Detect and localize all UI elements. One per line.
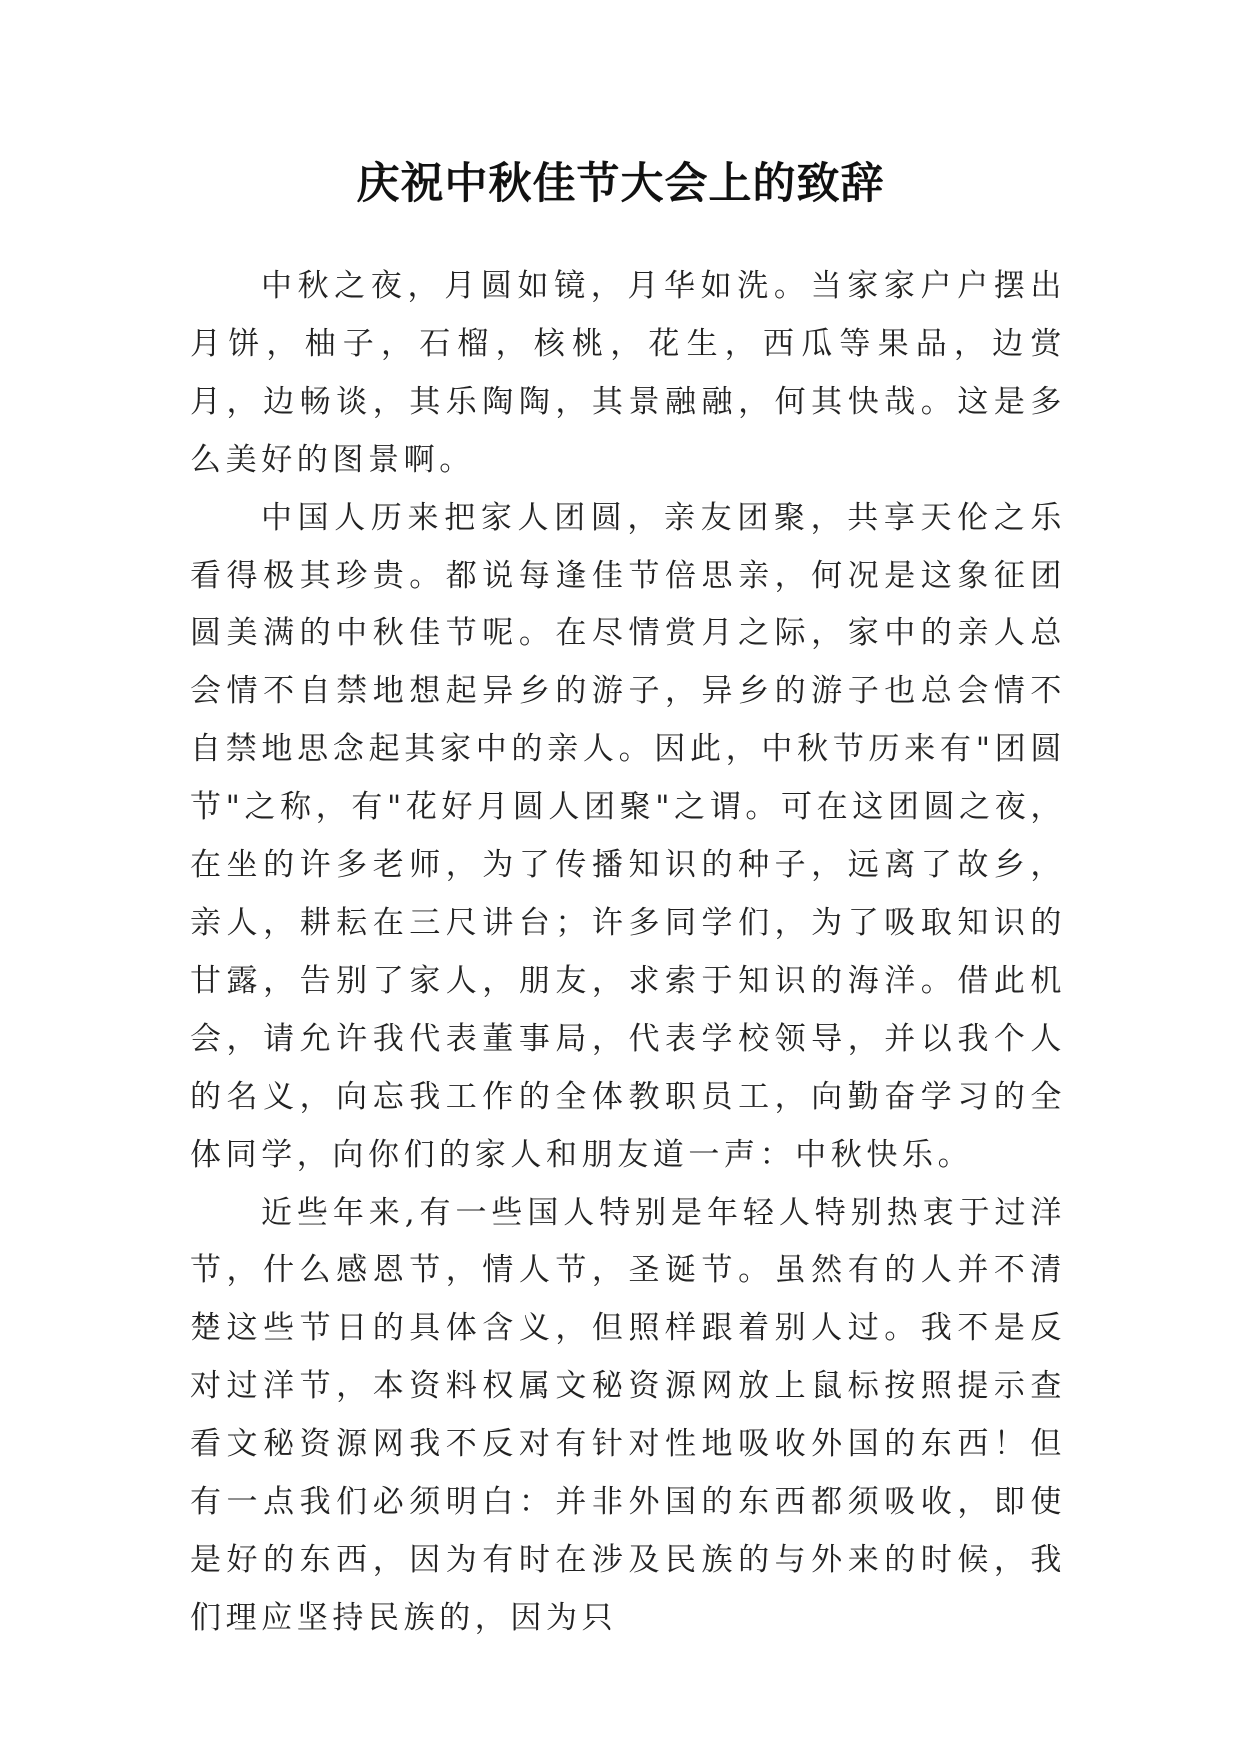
paragraph-1: 中秋之夜，月圆如镜，月华如洗。当家家户户摆出月饼，柚子，石榴，核桃，花生，西瓜等果品，边赏月，边畅谈，其乐陶陶，其景融融，何其快哉。这是多么美好的图景啊。 <box>190 268 1066 478</box>
paragraph-2: 中国人历来把家人团圆，亲友团聚，共享天伦之乐看得极其珍贵。都说每逢佳节倍思亲，何况是这象征团圆美满的中秋佳节呢。在尽情赏月之际，家中的亲人总会情不自禁地想起异乡的游子，异乡的游子也总会情不自禁地思念起其家中的亲人。因此，中秋节历来有"团圆节"之称，有"花好月圆人团聚"之谓。可在这团圆之夜，在坐的许多老师，为了传播知识的种子，远离了故乡，亲人，耕耘在三尺讲台；许多同学们，为了吸取知识的甘露，告别了家人，朋友，求索于知识的海洋。借此机会，请允许我代表董事局，代表学校领导，并以我个人的名义，向忘我工作的全体教职员工，向勤奋学习的全体同学，向你们的家人和朋友道一声：中秋快乐。 <box>190 499 1066 1173</box>
document-title: 庆祝中秋佳节大会上的致辞 <box>356 159 885 209</box>
document-body <box>190 258 1066 1648</box>
paragraph-3: 近些年来,有一些国人特别是年轻人特别热衷于过洋节，什么感恩节，情人节，圣诞节。虽然有的人并不清楚这些节日的具体含义，但照样跟着别人过。我不是反对过洋节，本资料权属文秘资源网放上鼠标按照提示查看文秘资源网我不反对有针对性地吸收外国的东西！但有一点我们必须明白：并非外国的东西都须吸收，即使是好的东西，因为有时在涉及民族的与外来的时候，我们理应坚持民族的，因为只 <box>190 1194 1066 1636</box>
